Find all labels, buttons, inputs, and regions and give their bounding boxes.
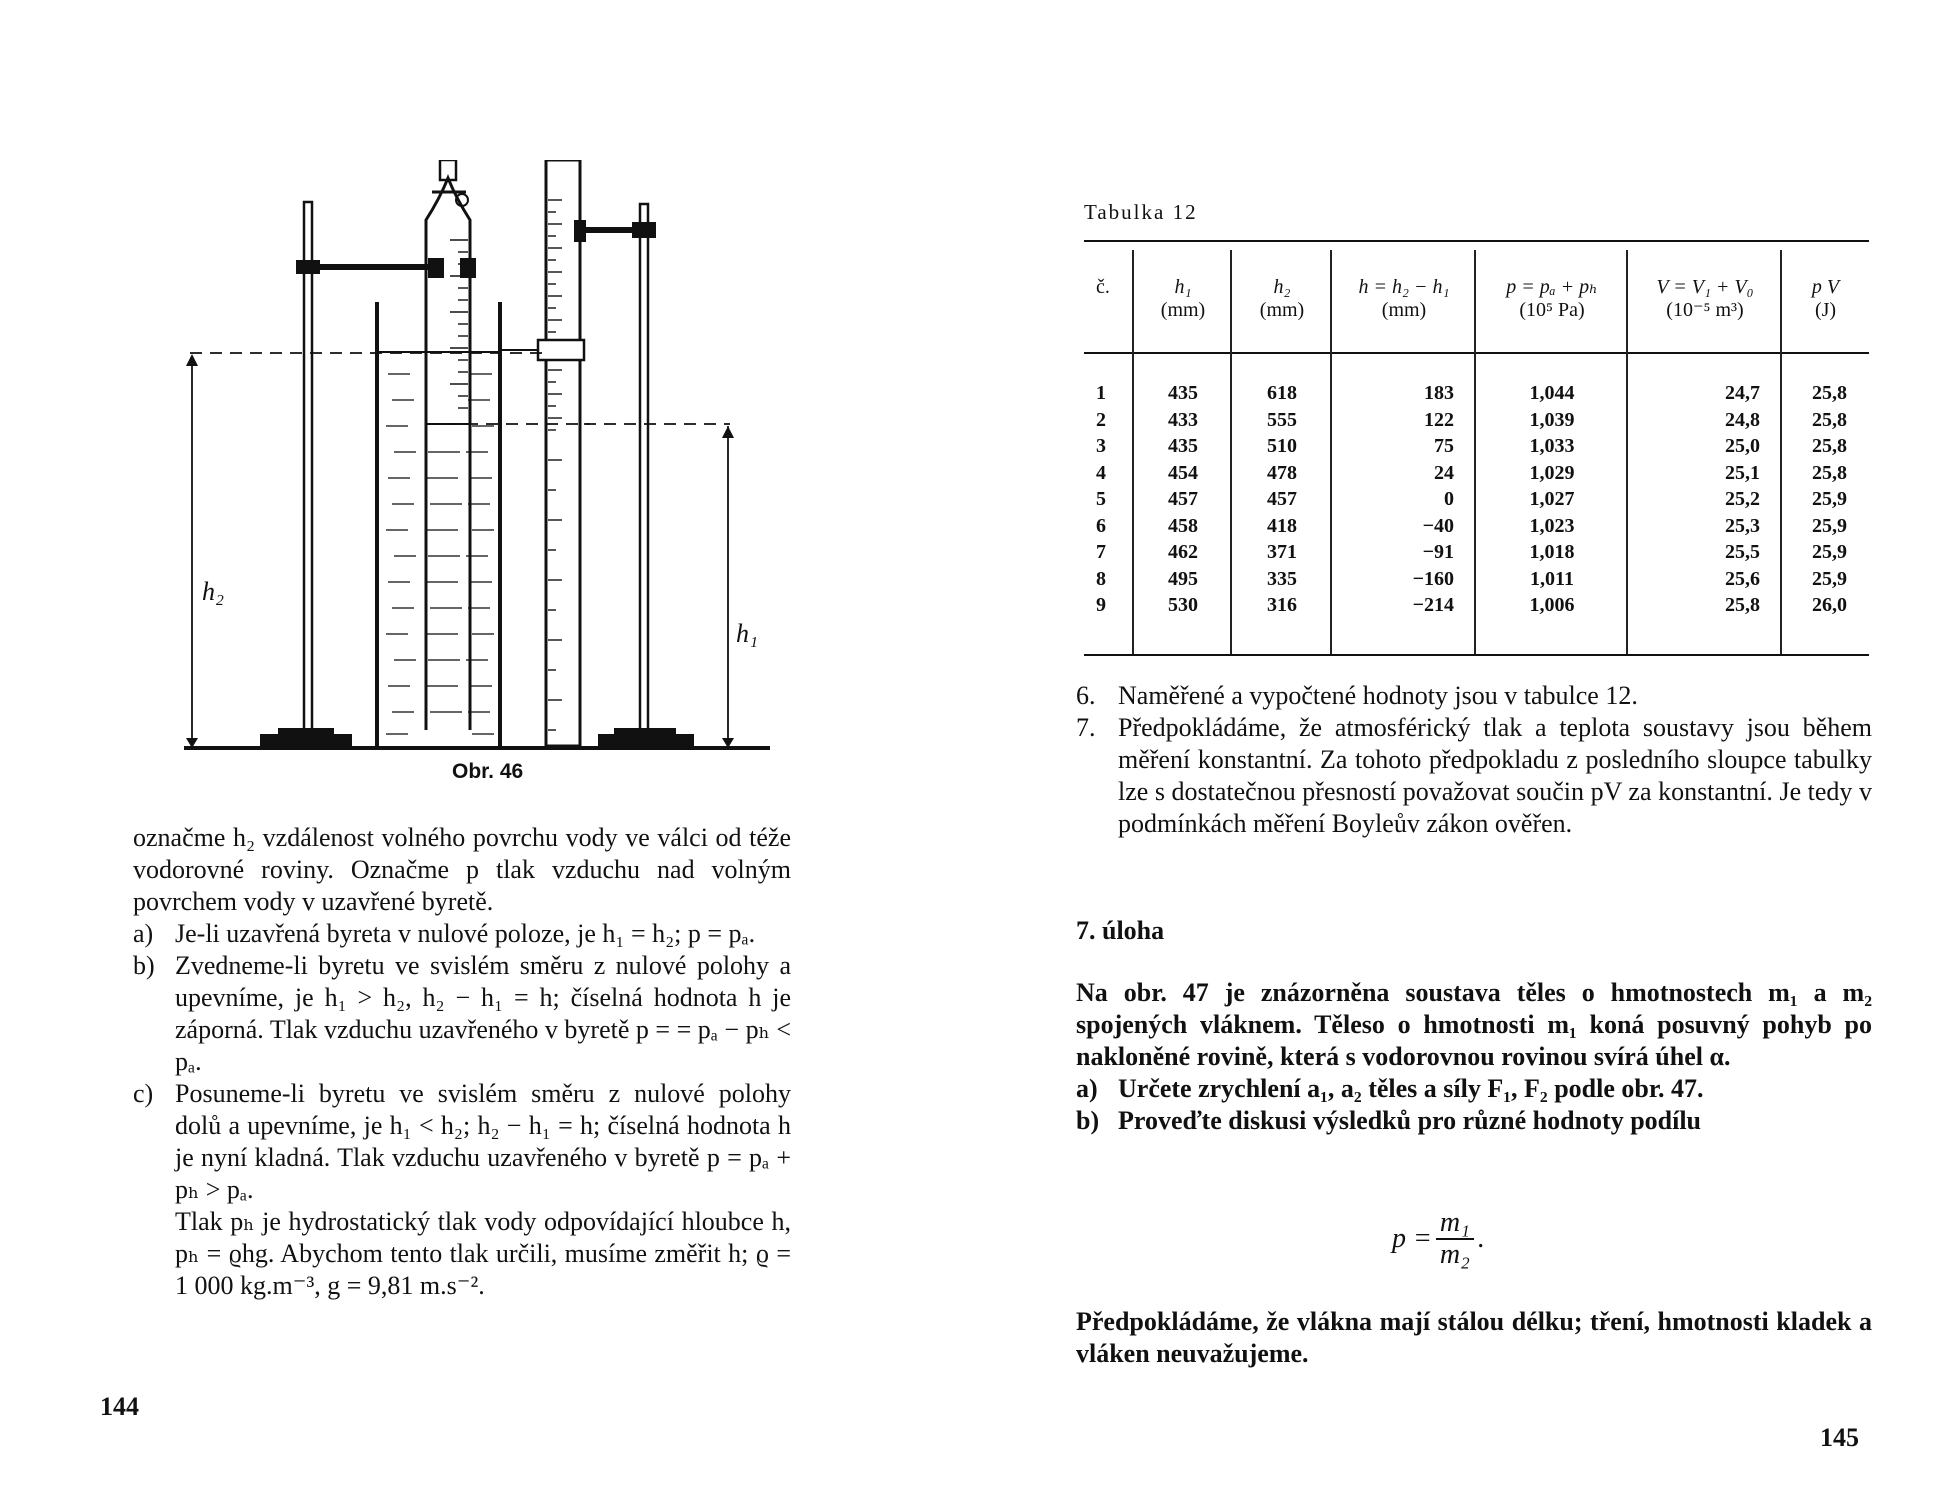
table-cell: 1,044 — [1529, 382, 1575, 404]
table-cell: 25,3 — [1725, 514, 1760, 537]
table-cell: 5 — [1096, 488, 1106, 510]
table-cell: 510 — [1267, 435, 1297, 457]
figure-46-burette-apparatus — [170, 160, 790, 760]
table-cell: 1,027 — [1529, 488, 1575, 510]
table-cell: 457 — [1168, 488, 1198, 510]
section-title: 7. úloha — [1076, 916, 1165, 945]
table-cell: 25,9 — [1812, 567, 1847, 590]
table-cell: 1,039 — [1529, 408, 1575, 431]
list-item — [133, 1078, 791, 1206]
table-cell: 555 — [1267, 408, 1297, 431]
table-header: p V (J) — [1811, 276, 1840, 321]
list-item-label: b) — [133, 951, 155, 980]
table-cell: 478 — [1267, 461, 1297, 484]
table-cell: 433 — [1168, 408, 1198, 431]
list-item-text: Je-li uzavřená byreta v nulové poloze, je h₁ = h₂; p = pₐ. — [175, 919, 756, 948]
table-cell: 25,2 — [1725, 488, 1760, 510]
formula-denominator: m₂ — [1439, 1239, 1470, 1270]
table-cell: 25,8 — [1725, 594, 1760, 616]
table-cell: 8 — [1096, 567, 1106, 590]
table-cell: 25,8 — [1812, 408, 1847, 431]
list-item-text: Posuneme-li byretu ve svislém směru z nulové polohy dolů a upevníme, je h₁ < h₂; h₂ − h₁ = h; číselná hodnota h je nyní kladná. Tlak vzduchu uzavřeného v byretě p = pₐ + pₕ > pₐ. — [175, 1079, 791, 1204]
right-page-text — [1076, 680, 1872, 840]
table-cell: 25,6 — [1725, 567, 1760, 590]
table-cell: 25,5 — [1725, 541, 1760, 563]
list-item-text: Proveďte diskusi výsledků pro různé hodnoty podílu — [1118, 1106, 1702, 1135]
table-cell: 435 — [1168, 435, 1198, 457]
table-cell: 458 — [1168, 514, 1198, 537]
table-cell: 6 — [1096, 514, 1106, 537]
table-cell: −214 — [1412, 594, 1454, 616]
task-description — [1076, 977, 1872, 1137]
table-cell: 454 — [1168, 461, 1198, 484]
table-cell: 1 — [1096, 382, 1106, 404]
table-header: h = h₂ − h₁ (mm) — [1358, 276, 1450, 321]
formula-tail: . — [1477, 1223, 1485, 1254]
list-item-label: a) — [133, 919, 154, 948]
table-column — [1474, 250, 1628, 654]
assumptions-text — [1076, 1306, 1872, 1370]
formula-numerator: m₁ — [1436, 1208, 1474, 1240]
figure-caption: Obr. 46 — [452, 760, 524, 783]
list-item — [133, 918, 791, 950]
table-cell: 316 — [1267, 594, 1297, 616]
list-item — [1076, 680, 1872, 712]
page-number: 144 — [100, 1392, 139, 1421]
left-page-text — [133, 822, 791, 1302]
table-cell: 418 — [1267, 514, 1297, 537]
table-cell: 495 — [1168, 567, 1198, 590]
table-cell: −91 — [1422, 541, 1454, 563]
table-cell: 25,8 — [1812, 382, 1847, 404]
table-cell: 25,9 — [1812, 514, 1847, 537]
table-cell: 1,011 — [1530, 567, 1574, 590]
table-column — [1132, 250, 1232, 654]
table-column — [1626, 250, 1782, 654]
table-cell: 24,7 — [1725, 382, 1760, 404]
left-paragraph: označme h₂ vzdálenost volného povrchu vody ve válci od téže vodorovné roviny. Označme p tlak vzduchu nad volným povrchem vody v uzavřené byretě. — [133, 823, 791, 916]
list-item — [1076, 712, 1872, 840]
table-cell: 25,8 — [1812, 435, 1847, 457]
task-paragraph: Na obr. 47 je znázorněna soustava těles o hmotnostech m₁ a m₂ spojených vláknem. Těleso o hmotnosti m₁ koná posuvný pohyb po nakloněné rovině, která s vodorovnou rovinou svírá úhel α. — [1076, 978, 1872, 1071]
list-item — [1076, 1105, 1872, 1137]
table-header: h₂ (mm) — [1259, 276, 1305, 321]
formula-lhs: p = — [1392, 1223, 1432, 1254]
left-paragraph-hydrostatic: Tlak pₕ je hydrostatický tlak vody odpovídající hloubce h, pₕ = ϱhg. Abychom tento tlak určili, musíme změřit h; ϱ = 1 000 kg.m⁻³, g = 9,81 m.s⁻². — [175, 1207, 791, 1300]
table-cell: 618 — [1267, 382, 1297, 404]
list-item-text: Určete zrychlení a₁, a₂ těles a síly F₁, F₂ podle obr. 47. — [1118, 1074, 1704, 1103]
table-cell: 1,018 — [1529, 541, 1575, 563]
list-item — [133, 950, 791, 1078]
table-column — [1330, 250, 1476, 654]
table-cell: 26,0 — [1812, 594, 1847, 616]
list-item-label: b) — [1076, 1106, 1100, 1135]
list-item-label: 6. — [1076, 681, 1096, 710]
table-cell: 75 — [1434, 435, 1454, 457]
table-cell: 3 — [1096, 435, 1106, 457]
table-cell: 7 — [1096, 541, 1106, 563]
table-cell: 25,8 — [1812, 461, 1847, 484]
table-cell: 371 — [1267, 541, 1297, 563]
table-cell: 24,8 — [1725, 408, 1760, 431]
table-header: p = pₐ + pₕ (10⁵ Pa) — [1506, 276, 1598, 321]
table-cell: 1,029 — [1529, 461, 1575, 484]
table-cell: 25,1 — [1725, 461, 1760, 484]
table-cell: 530 — [1168, 594, 1198, 616]
table-cell: 25,9 — [1812, 541, 1847, 563]
table-cell: 457 — [1267, 488, 1297, 510]
table-cell: 9 — [1096, 594, 1106, 616]
table-cell: 25,0 — [1725, 435, 1760, 457]
table-cell: 1,033 — [1529, 435, 1575, 457]
table-cell: 335 — [1267, 567, 1297, 590]
ratio-formula — [1392, 1208, 1485, 1270]
page-number: 145 — [1820, 1423, 1859, 1452]
table-cell: −40 — [1422, 514, 1454, 537]
table-cell: −160 — [1412, 567, 1454, 590]
list-item-text: Předpokládáme, že atmosférický tlak a teplota soustavy jsou během měření konstantní. Za tohoto předpokladu z posledního sloupce tabulky lze s dostatečnou přesností považovat součin pV za konstantní. Je tedy v podmínkách měření Boyleův zákon ověřen. — [1118, 713, 1872, 838]
table-column — [1230, 250, 1332, 654]
table-column — [1084, 250, 1132, 654]
table-column — [1780, 250, 1869, 654]
table-header: h₁ (mm) — [1160, 276, 1206, 321]
list-item-label: a) — [1076, 1074, 1098, 1103]
list-item-label: 7. — [1076, 713, 1096, 742]
table-cell: 4 — [1096, 461, 1106, 484]
table-cell: 2 — [1096, 408, 1106, 431]
table-cell: 0 — [1444, 488, 1454, 510]
table-title: Tabulka 12 — [1084, 200, 1198, 224]
formula-fraction — [1436, 1208, 1474, 1270]
data-table — [1084, 240, 1869, 656]
list-item-label: c) — [133, 1079, 154, 1108]
table-cell: 462 — [1168, 541, 1198, 563]
table-header: V = V₁ + V₀ (10⁻⁵ m³) — [1656, 276, 1754, 321]
table-header: č. — [1096, 276, 1110, 298]
label-h2: h₂ — [202, 577, 225, 606]
table-cell: 122 — [1424, 408, 1454, 431]
table-cell: 24 — [1434, 461, 1454, 484]
list-item-text: Zvedneme-li byretu ve svislém směru z nulové polohy a upevníme, je h₁ > h₂, h₂ − h₁ = h; číselná hodnota h je záporná. Tlak vzduchu uzavřeného v byretě p = = pₐ − pₕ < pₐ. — [175, 951, 791, 1076]
list-item-text: Naměřené a vypočtené hodnoty jsou v tabulce 12. — [1118, 681, 1638, 710]
table-cell: 435 — [1168, 382, 1198, 404]
list-item — [1076, 1073, 1872, 1105]
assumptions-paragraph: Předpokládáme, že vlákna mají stálou délku; tření, hmotnosti kladek a vláken neuvažujeme. — [1076, 1307, 1872, 1368]
right-page — [978, 0, 1956, 1500]
table-cell: 183 — [1424, 382, 1454, 404]
label-h1: h₁ — [736, 619, 759, 648]
table-cell: 1,006 — [1529, 594, 1575, 616]
table-cell: 1,023 — [1529, 514, 1575, 537]
table-cell: 25,9 — [1812, 488, 1847, 510]
